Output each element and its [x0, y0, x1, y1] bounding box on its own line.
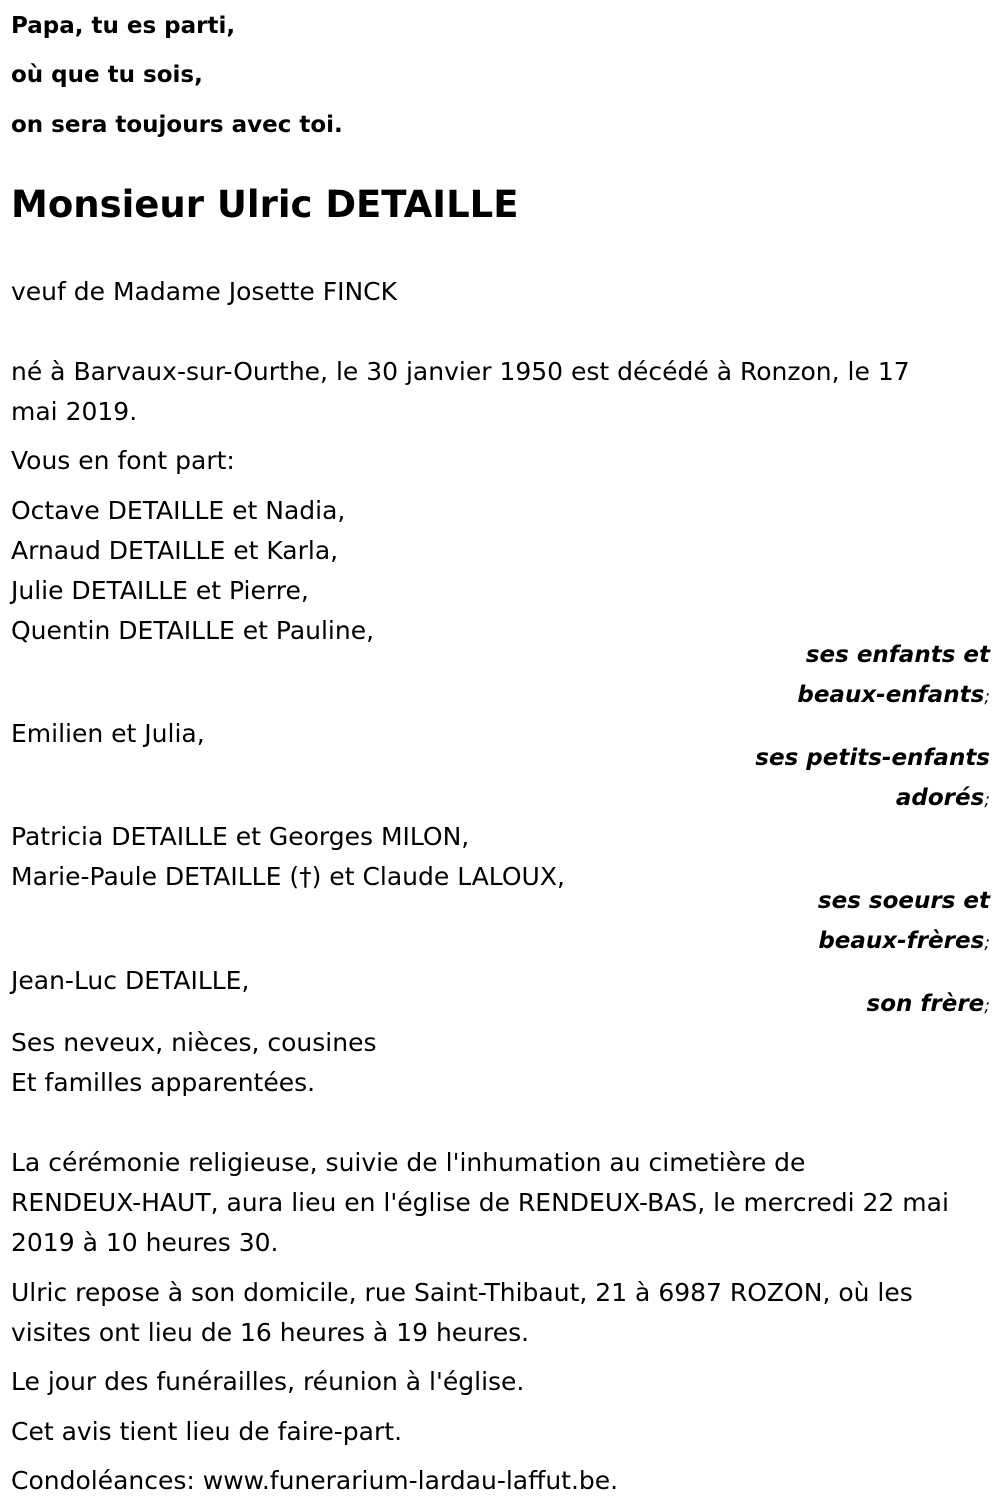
- family-member: Patricia DETAILLE et Georges MILON,: [11, 822, 470, 851]
- grandchildren-relation-line-1: ses petits-enfants: [755, 745, 990, 771]
- poem-line-1: Papa, tu es parti,: [11, 13, 236, 39]
- notice-text: Cet avis tient lieu de faire-part.: [11, 1417, 403, 1446]
- rest-line: Ulric repose à son domicile, rue Saint-Thibaut, 21 à 6987 ROZON, où les: [11, 1278, 913, 1307]
- condolences-text: Condoléances: www.funerarium-lardau-laffut.be.: [11, 1466, 619, 1495]
- deceased-name: Monsieur Ulric DETAILLE: [11, 183, 519, 226]
- ceremony-line: La cérémonie religieuse, suivie de l'inhumation au cimetière de: [11, 1148, 806, 1177]
- rest-line: visites ont lieu de 16 heures à 19 heures.: [11, 1318, 530, 1347]
- poem-line-3: on sera toujours avec toi.: [11, 112, 343, 138]
- family-member: Jean-Luc DETAILLE,: [11, 966, 250, 995]
- family-member: Octave DETAILLE et Nadia,: [11, 496, 346, 525]
- spouse-text: veuf de Madame Josette FINCK: [11, 277, 398, 306]
- brother-relation: son frère;: [866, 991, 990, 1017]
- children-relation-line-2: beaux-enfants;: [797, 682, 990, 708]
- family-member: Emilien et Julia,: [11, 719, 205, 748]
- grandchildren-relation-line-2: adorés;: [895, 785, 990, 811]
- children-relation-line-1: ses enfants et: [805, 642, 990, 668]
- funeral-day-text: Le jour des funérailles, réunion à l'église.: [11, 1367, 525, 1396]
- siblings-relation-line-1: ses soeurs et: [817, 888, 990, 914]
- family-member: Arnaud DETAILLE et Karla,: [11, 536, 339, 565]
- birth-death-line-1: né à Barvaux-sur-Ourthe, le 30 janvier 1950 est décédé à Ronzon, le 17: [11, 357, 910, 386]
- family-member: Marie-Paule DETAILLE (†) et Claude LALOUX,: [11, 862, 565, 891]
- announce-text: Vous en font part:: [11, 446, 235, 475]
- family-member: Quentin DETAILLE et Pauline,: [11, 616, 375, 645]
- ceremony-line: 2019 à 10 heures 30.: [11, 1228, 279, 1257]
- family-member: Julie DETAILLE et Pierre,: [11, 576, 309, 605]
- extended-family-line: Et familles apparentées.: [11, 1068, 316, 1097]
- poem-line-2: où que tu sois,: [11, 62, 203, 88]
- ceremony-line: RENDEUX-HAUT, aura lieu en l'église de RENDEUX-BAS, le mercredi 22 mai: [11, 1188, 949, 1217]
- extended-family-line: Ses neveux, nièces, cousines: [11, 1028, 377, 1057]
- birth-death-line-2: mai 2019.: [11, 397, 138, 426]
- siblings-relation-line-2: beaux-frères;: [818, 928, 990, 954]
